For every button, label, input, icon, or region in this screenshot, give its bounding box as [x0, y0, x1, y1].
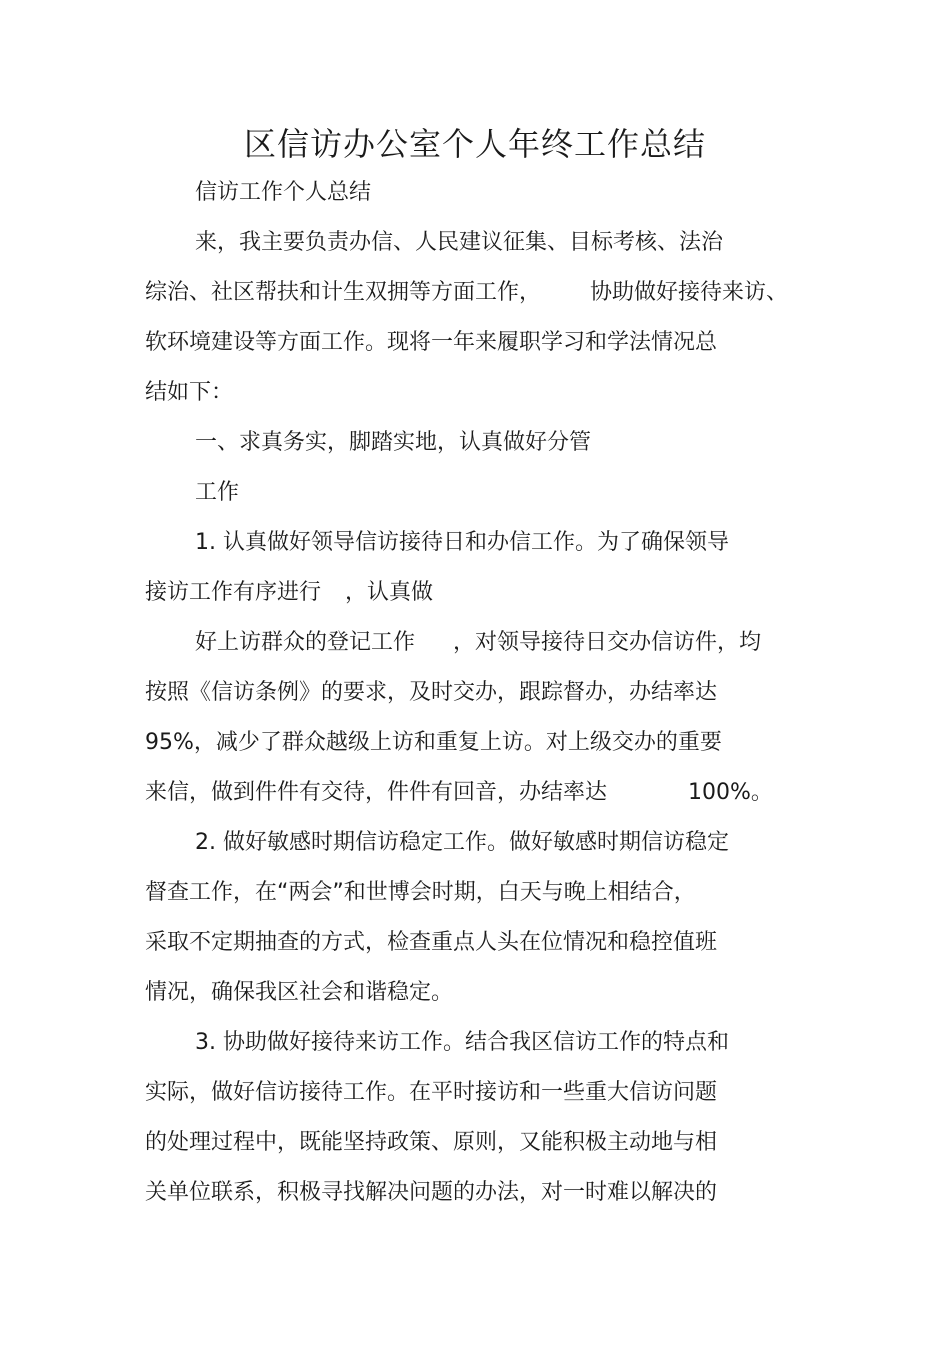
text-line: 的处理过程中，既能坚持政策、原则，又能积极主动地与相 — [145, 1130, 718, 1155]
text-line: 来，我主要负责办信、人民建议征集、目标考核、法治 — [195, 230, 724, 255]
section-heading: 一、求真务实，脚踏实地，认真做好分管 — [195, 430, 592, 455]
text-line: 督查工作，在“两会”和世博会时期，白天与晚上相结合， — [145, 880, 696, 905]
text-line: 3. 协助做好接待来访工作。结合我区信访工作的特点和 — [195, 1030, 729, 1055]
text-line: ，认真做 — [345, 580, 434, 605]
text-line: 好上访群众的登记工作 — [195, 630, 416, 655]
text-line: 1. 认真做好领导信访接待日和办信工作。为了确保领导 — [195, 530, 729, 555]
text-line: ，对领导接待日交办信访件，均 — [453, 630, 762, 655]
text-line: 来信，做到件件有交待，件件有回音，办结率达 — [145, 780, 608, 805]
text-line: 实际，做好信访接待工作。在平时接访和一些重大信访问题 — [145, 1080, 718, 1105]
text-line: 100%。 — [688, 780, 773, 805]
text-line: 协助做好接待来访、 — [590, 280, 789, 305]
text-line: 结如下： — [145, 380, 234, 405]
text-line: 综治、社区帮扶和计生双拥等方面工作， — [145, 280, 542, 305]
text-line: 信访工作个人总结 — [195, 180, 372, 205]
section-heading: 工作 — [195, 480, 240, 505]
text-line: 按照《信访条例》的要求，及时交办，跟踪督办，办结率达 — [145, 680, 718, 705]
document-title: 区信访办公室个人年终工作总结 — [243, 125, 706, 163]
text-line: 软环境建设等方面工作。现将一年来履职学习和学法情况总 — [145, 330, 718, 355]
text-line: 2. 做好敏感时期信访稳定工作。做好敏感时期信访稳定 — [195, 830, 729, 855]
text-line: 关单位联系，积极寻找解决问题的办法，对一时难以解决的 — [145, 1180, 718, 1205]
text-line: 情况，确保我区社会和谐稳定。 — [145, 980, 454, 1005]
text-line: 采取不定期抽查的方式，检查重点人头在位情况和稳控值班 — [145, 930, 718, 955]
text-line: 95%，减少了群众越级上访和重复上访。对上级交办的重要 — [145, 730, 722, 755]
text-line: 接访工作有序进行 — [145, 580, 322, 605]
